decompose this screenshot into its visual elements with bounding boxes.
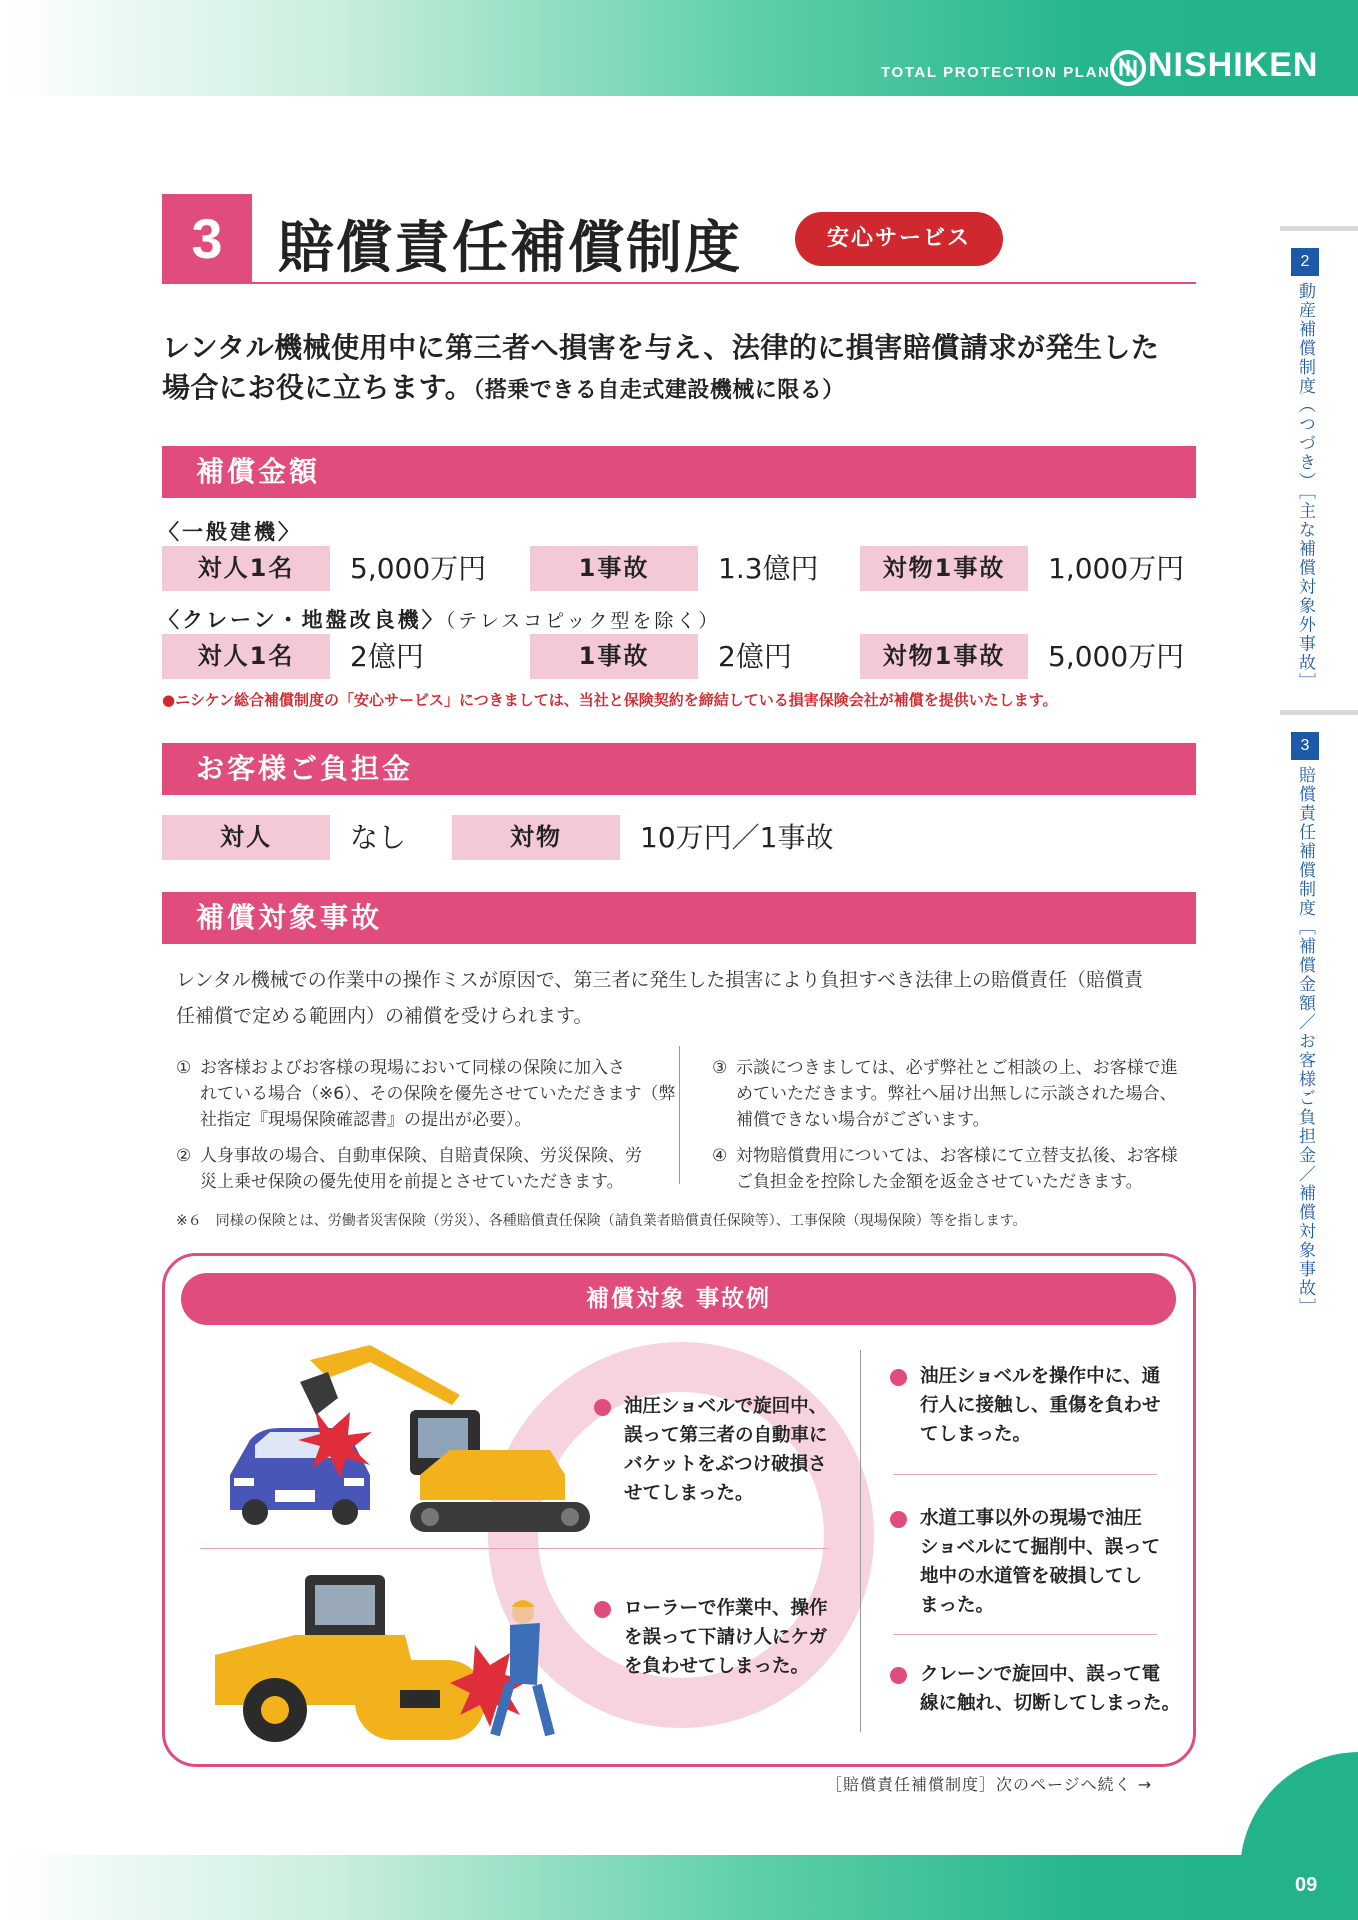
crane-value-property: 5,000万円 [1048,640,1185,673]
condition-3: ③ 示談につきましては、必ず弊社とご相談の上、お客様で進 めていただきます。弊社へ届け出無しに示談された場合、 補償できない場合がございます。 [712,1055,1178,1133]
deductible-label-property: 対物 [452,815,620,860]
crane-note: （テレスコピック型を除く） [445,610,721,632]
crane-label: 〈クレーン・地盤改良機〉（テレスコピック型を除く） [158,608,721,632]
sidebar-item-2-number[interactable]: 2 [1291,248,1319,276]
general-value-person: 5,000万円 [350,552,487,585]
sidebar-item-3-text[interactable]: 賠償責任補償制度［補償金額／お客様ご負担金／補償対象事故］ [1295,766,1315,1317]
bullet-dot-icon [594,1601,611,1618]
bullet-dot-icon [890,1369,907,1386]
deductible-value-person: なし [350,821,407,854]
header-tagline: TOTAL PROTECTION PLAN [881,64,1111,81]
condition-number: ① [176,1058,192,1078]
bullet-dot-icon [594,1399,611,1416]
lead-line-2: 場合にお役に立ちます。 [162,371,474,404]
sidebar-item-2-text[interactable]: 動産補償制度（つづき）［主な補償対象外事故］ [1295,282,1315,692]
condition-number: ④ [712,1146,728,1166]
crane-label-accident: 1事故 [530,634,698,679]
condition-number: ③ [712,1058,728,1078]
lead-text [162,328,1202,411]
lead-line-1: レンタル機械使用中に第三者へ損害を与え、法律的に損害賠償請求が発生した [162,331,1160,364]
covered-accidents-heading: 補償対象事故 [162,892,1196,944]
general-label-accident: 1事故 [530,546,698,591]
examples-divider [893,1474,1157,1475]
compensation-heading: 補償金額 [162,446,1196,498]
bullet-dot-icon [890,1667,907,1684]
excavator-car-collision-illustration [220,1340,610,1540]
accident-examples-heading: 補償対象 事故例 [181,1273,1176,1325]
crane-label-property: 対物1事故 [860,634,1028,679]
example-item-5: クレーンで旋回中、誤って電 線に触れ、切断してしまった。 [890,1660,1180,1718]
examples-divider [893,1634,1157,1635]
example-item-4: 水道工事以外の現場で油圧 ショベルにて掘削中、誤って 地中の水道管を破損してし まった。 [890,1504,1160,1620]
section-number: 3 [162,194,252,284]
covered-accidents-description: レンタル機械での作業中の操作ミスが原因で、第三者に発生した損害により負担すべき法律上の賠償責任（賠償責 任補償で定める範囲内）の補償を受けられます。 [176,969,1144,1027]
general-label-person: 対人1名 [162,546,330,591]
conditions-divider [679,1046,680,1184]
sidebar-item-3-number[interactable]: 3 [1291,732,1319,760]
lead-note: （搭乗できる自走式建設機械に限る） [473,378,845,403]
example-item-1: 油圧ショベルで旋回中、 誤って第三者の自動車に バケットをぶつけ破損さ せてしまった。 [594,1392,828,1508]
roller-worker-illustration [205,1565,565,1745]
general-value-property: 1,000万円 [1048,552,1185,585]
general-value-accident: 1.3億円 [718,552,819,585]
condition-2: ② 人身事故の場合、自動車保険、自賠責保険、労災保険、労 災上乗せ保険の優先使用を前提とさせていただきます。 [176,1143,642,1195]
deductible-heading: お客様ご負担金 [162,743,1196,795]
condition-1: ① お客様およびお客様の現場において同様の保険に加入さ れている場合（※6）、その保険を優先させていただきます（弊 社指定『現場保険確認書』の提出が必要）。 [176,1055,676,1133]
crane-label-person: 対人1名 [162,634,330,679]
general-machinery-label: 〈一般建機〉 [158,520,302,544]
title-underline [162,282,1196,284]
condition-number: ② [176,1146,192,1166]
general-label-property: 対物1事故 [860,546,1028,591]
crane-value-accident: 2億円 [718,640,792,673]
sidebar-divider [1280,710,1358,715]
continue-next-page-link[interactable]: ［賠償責任補償制度］次のページへ続く → [826,1775,1153,1794]
anshin-service-badge: 安心サービス [795,212,1003,266]
footnote-6: ※６ 同様の保険とは、労働者災害保険（労災）、各種賠償責任保険（請負業者賠償責任保険等）、工事保険（現場保険）等を指します。 [176,1213,1027,1229]
page-number: 09 [1295,1874,1318,1896]
brand-logo-text: NISHIKEN [1148,46,1319,84]
road-roller-icon [215,1575,485,1742]
section-title: 賠償責任補償制度 [278,216,742,281]
examples-column-divider [860,1350,861,1732]
examples-divider [200,1548,828,1549]
example-item-2: ローラーで作業中、操作 を誤って下請け人にケガ を負わせてしまった。 [594,1594,828,1681]
footer-band [0,1855,1358,1920]
deductible-value-property: 10万円／1事故 [640,821,834,854]
anshin-service-note: ●ニシケン総合補償制度の「安心サービス」につきましては、当社と保険契約を締結している損害保険会社が補償を提供いたします。 [162,691,1058,709]
example-item-3: 油圧ショベルを操作中に、通 行人に接触し、重傷を負わせ てしまった。 [890,1362,1161,1449]
condition-4: ④ 対物賠償費用については、お客様にて立替支払後、お客様 ご負担金を控除した金額を返金させていただきます。 [712,1143,1178,1195]
bullet-dot-icon [890,1511,907,1528]
deductible-label-person: 対人 [162,815,330,860]
nishiken-logo-icon [1110,50,1146,86]
crane-value-person: 2億円 [350,640,424,673]
sidebar-divider [1280,226,1358,231]
